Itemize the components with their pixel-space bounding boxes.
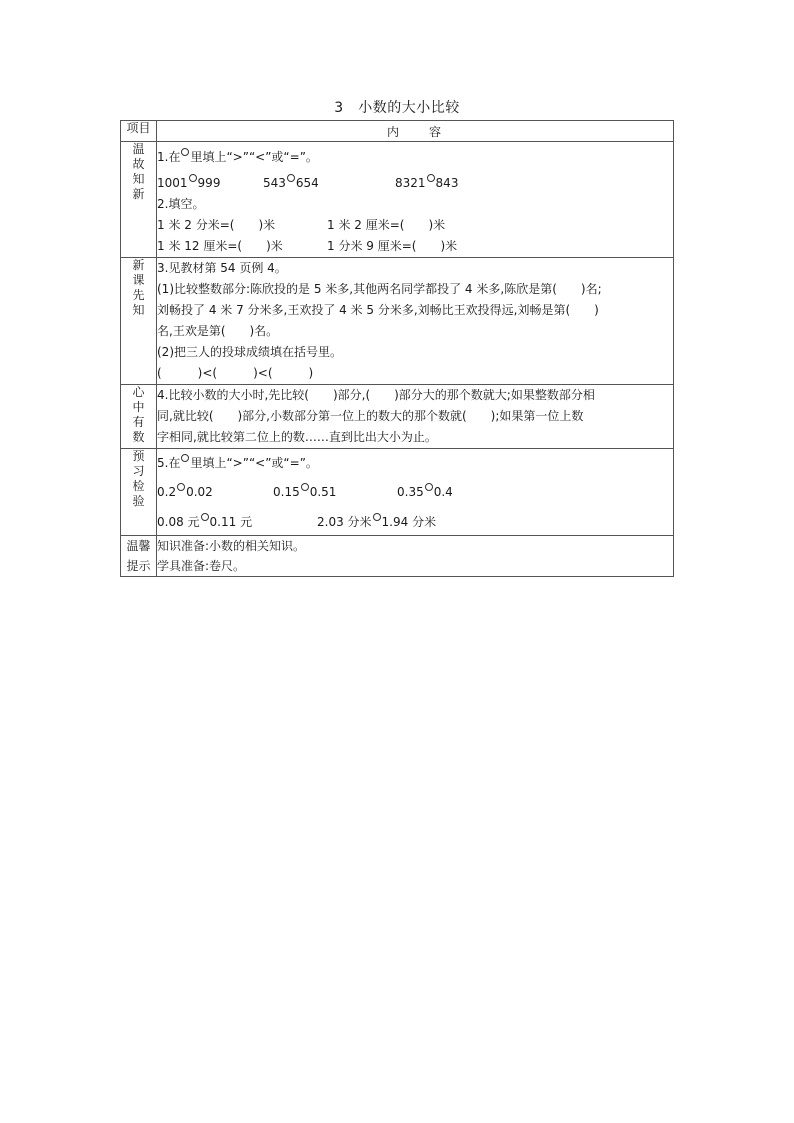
compare-item: 1001 999: [157, 176, 221, 190]
header-content-label: 内 容: [157, 121, 674, 142]
question-1-items: [157, 172, 673, 194]
text-line: (2)把三人的投球成绩填在括号里。: [157, 345, 342, 359]
fill-blank-item[interactable]: 1 米 2 分米=( )米: [157, 218, 276, 232]
section-preview-label: [121, 258, 157, 385]
label-char: 新: [132, 187, 145, 201]
compare-circle-icon[interactable]: [201, 513, 209, 521]
compare-circle-icon[interactable]: [373, 513, 381, 521]
section-review-label: [121, 142, 157, 258]
header-item-label: 项目: [121, 121, 157, 142]
question-5-row-2: [157, 511, 673, 533]
compare-circle-icon[interactable]: [287, 174, 295, 182]
label-char: 先: [132, 288, 145, 302]
question-2-row-1: [157, 215, 673, 236]
label-char: 数: [132, 430, 145, 444]
label-char: 知: [132, 303, 145, 317]
label-char: 预: [132, 449, 145, 463]
section-review-content: [157, 142, 674, 258]
text-line: 4.比较小数的大小时,先比较( )部分,( )部分大的那个数就大;如果整数部分相: [157, 388, 595, 402]
compare-item: 0.35 0.4: [397, 485, 453, 499]
label-char: 检: [132, 479, 145, 493]
label-line: 温馨: [126, 539, 151, 553]
section-check-content: [157, 449, 674, 536]
section-check-row: [121, 449, 674, 536]
section-tips-content: [157, 536, 674, 577]
compare-circle-icon[interactable]: [189, 174, 197, 182]
text-line: (1)比较整数部分:陈欣投的是 5 米多,其他两名同学都投了 4 米多,陈欣是第( )名;: [157, 282, 602, 296]
section-summary-row: [121, 385, 674, 449]
text-line: 名,王欢是第( )名。: [157, 324, 279, 338]
section-check-label: [121, 449, 157, 536]
text-line: 同,就比较( )部分,小数部分第一位上的数大的那个数就( );如果第一位上数: [157, 409, 584, 423]
question-5-row-1: [157, 481, 673, 503]
fill-blank-item[interactable]: 1 分米 9 厘米=( )米: [327, 239, 458, 253]
compare-item: 0.15 0.51: [273, 485, 337, 499]
label-line: 提示: [126, 559, 151, 573]
question-2-row-2: [157, 236, 673, 257]
section-preview-content: [157, 258, 674, 385]
compare-circle-icon: [181, 454, 189, 462]
text-line: 知识准备:小数的相关知识。: [157, 539, 306, 553]
label-char: 习: [132, 464, 145, 478]
section-tips-label: [121, 536, 157, 577]
label-char: 验: [132, 494, 145, 508]
compare-circle-icon[interactable]: [425, 483, 433, 491]
answer-blanks[interactable]: ( )<( )<( ): [157, 366, 314, 380]
text-line: 刘畅投了 4 米 7 分米多,王欢投了 4 米 5 分米多,刘畅比王欢投得远,刘畅是第( ): [157, 303, 599, 317]
section-summary-content: [157, 385, 674, 449]
question-5-instruction: 5.在 里填上“>”“<”或“=”。: [157, 456, 318, 470]
label-char: 新: [132, 258, 145, 272]
label-char: 温: [132, 142, 145, 156]
compare-circle-icon[interactable]: [177, 483, 185, 491]
compare-item: 8321 843: [395, 176, 459, 190]
label-char: 课: [132, 273, 145, 287]
text-line: 3.见教材第 54 页例 4。: [157, 261, 287, 275]
fill-blank-item[interactable]: 1 米 12 厘米=( )米: [157, 239, 283, 253]
compare-item: 2.03 分米 1.94 分米: [317, 515, 437, 529]
compare-item: 0.08 元 0.11 元: [157, 515, 253, 529]
table-header-row: [121, 121, 674, 142]
section-preview-row: [121, 258, 674, 385]
label-char: 知: [132, 172, 145, 186]
question-2-title: 2.填空。: [157, 197, 205, 211]
page-title: 3 小数的大小比较: [334, 100, 460, 116]
label-char: 中: [132, 400, 145, 414]
section-tips-row: [121, 536, 674, 577]
label-char: 故: [132, 157, 145, 171]
question-1-instruction: 1.在 里填上“>”“<”或“=”。: [157, 150, 318, 164]
compare-circle-icon: [181, 148, 189, 156]
compare-circle-icon[interactable]: [427, 174, 435, 182]
compare-circle-icon[interactable]: [301, 483, 309, 491]
section-summary-label: [121, 385, 157, 449]
lesson-table: [120, 120, 674, 577]
label-char: 有: [132, 415, 145, 429]
text-line: 学具准备:卷尺。: [157, 559, 246, 573]
fill-blank-item[interactable]: 1 米 2 厘米=( )米: [327, 218, 446, 232]
text-line: 字相同,就比较第二位上的数……直到比出大小为止。: [157, 430, 437, 444]
label-char: 心: [132, 385, 145, 399]
compare-item: 0.2 0.02: [157, 485, 213, 499]
section-review-row: [121, 142, 674, 258]
compare-item: 543 654: [263, 176, 319, 190]
